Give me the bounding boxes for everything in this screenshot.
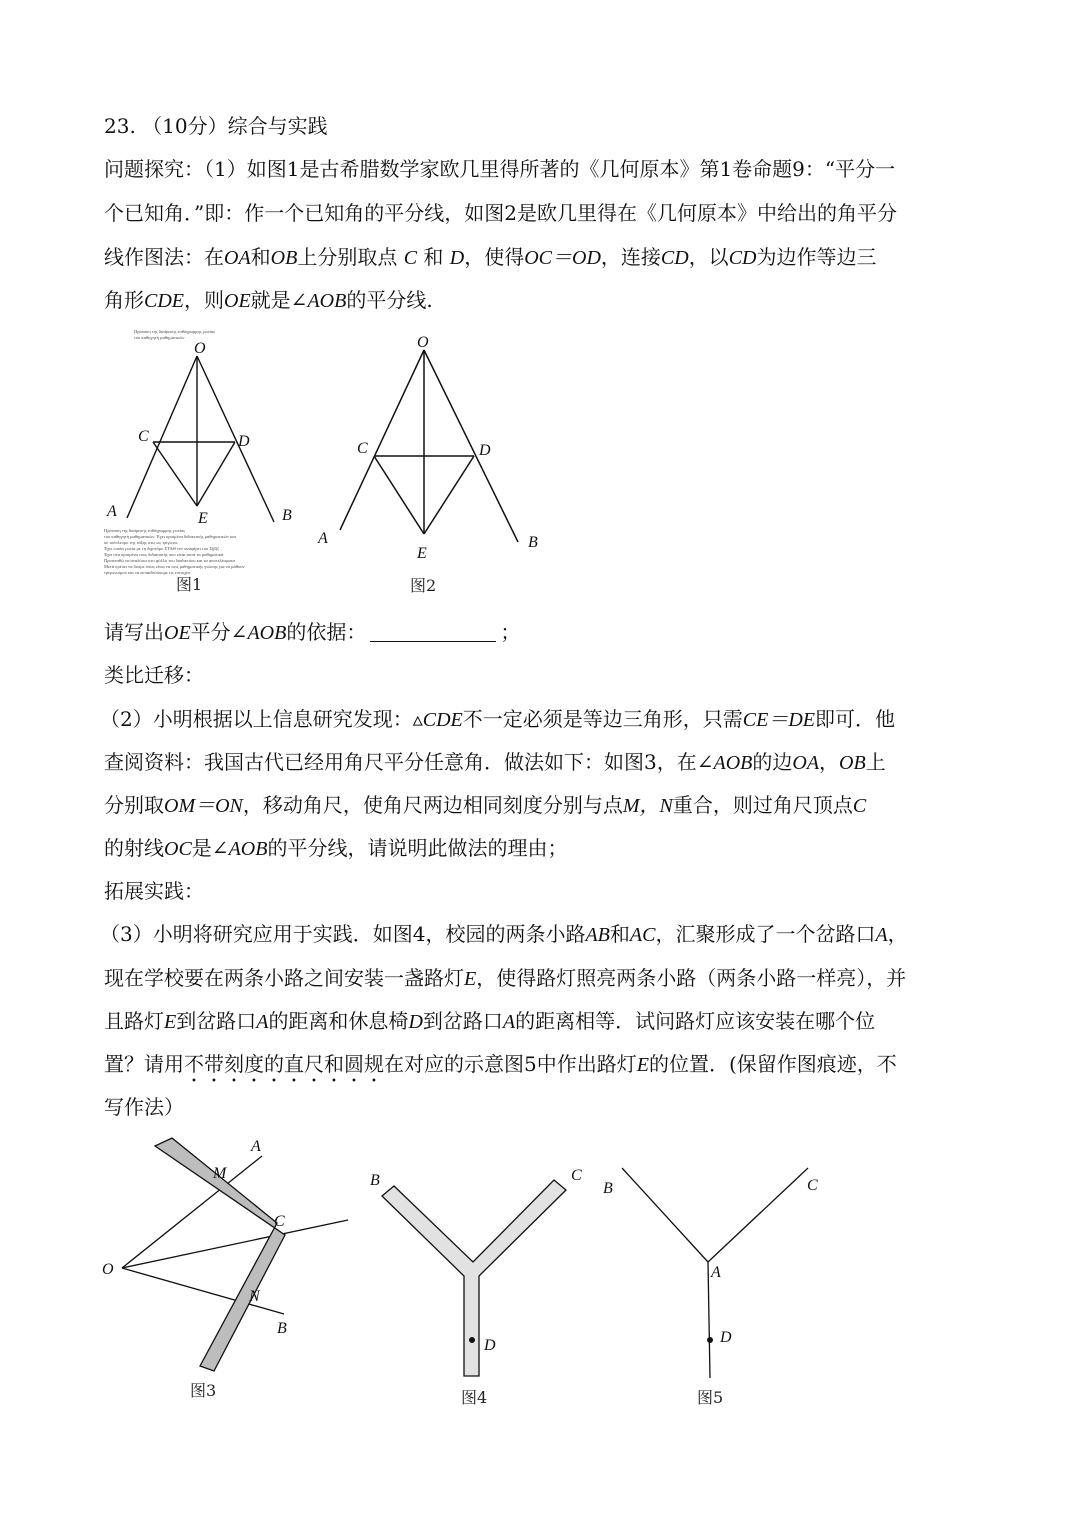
fig5-label-b: B (603, 1180, 613, 1197)
fig1-greek-bottom-6: Προσπαθώ να αναλύσω στο φύλλο του διαδικτύου και τα αποτελέσματα (104, 558, 235, 563)
fig1-label-d: D (238, 433, 250, 450)
fig4-caption: 图4 (461, 1388, 488, 1407)
fig1-caption: 图1 (176, 575, 203, 594)
p3-line4: 置？请用不带刻度的直尺和圆规在对应的示意图5中作出路灯E的位置．(保留作图痕迹，不 (104, 1052, 897, 1076)
fig4-point-d (469, 1337, 475, 1343)
fig4-road-shape (382, 1180, 566, 1376)
fig1-label-b: B (282, 507, 292, 524)
fig2-caption: 图2 (410, 576, 437, 595)
fig3-label-a: A (251, 1138, 261, 1155)
fig3-label-n: N (249, 1288, 260, 1305)
fig1-greek-bottom-5: Έχει στα ορισμένα τους διδακτικής που είναι αυτά τα μαθηματικά (104, 552, 224, 557)
fig1-segment-ce (153, 442, 197, 506)
fig1-ray-ob (197, 356, 274, 522)
fig3-label-o: O (102, 1261, 114, 1278)
fig1-label-c: C (138, 428, 149, 445)
fig2-ray-oa (340, 350, 424, 530)
fig1-greek-bottom-1: Πρόταση της διαίρεσης ευθύγραμμης γωνίας (104, 528, 186, 533)
fig3-label-b: B (277, 1320, 287, 1337)
p1-line3: 线作图法：在OA和OB上分别取点 C 和 D，使得OC＝OD，连接CD，以CD为边作等边三 (104, 245, 877, 269)
fig2-label-b: B (528, 534, 538, 551)
extend-title: 拓展实践： (104, 879, 204, 903)
fig4-label-b: B (370, 1172, 380, 1189)
fig2-label-o: O (417, 334, 429, 351)
fig3-label-c: C (274, 1213, 285, 1230)
p2-line4: 的射线OC是∠AOB的平分线，请说明此做法的理由； (104, 836, 568, 860)
fig5-path-ac (708, 1168, 808, 1262)
fig1-greek-top-1: Πρόταση της διαίρεσης ευθύγραμμης γωνίας (134, 329, 216, 334)
figure-2 (310, 330, 570, 598)
fig1-label-a: A (107, 503, 117, 520)
p2-line3: 分别取OM＝ON，移动角尺，使角尺两边相同刻度分别与点M，N重合，则过角尺顶点C (104, 793, 867, 817)
fig2-segment-de (424, 456, 474, 534)
fig2-label-d: D (479, 442, 491, 459)
figure-5 (600, 1160, 840, 1410)
p1-line2: 个已知角．”即：作一个已知角的平分线，如图2是欧几里得在《几何原本》中给出的角平分 (104, 201, 897, 225)
fig4-label-c: C (571, 1167, 582, 1184)
fig3-ray-oa (122, 1156, 262, 1268)
p3-line2: 现在学校要在两条小路之间安装一盏路灯E，使得路灯照亮两条小路（两条小路一样亮），并 (104, 966, 907, 990)
figure-3 (100, 1130, 360, 1410)
fig1-greek-bottom-2: του καθηγητή μαθηματικών. Έχει ορισμένα διδακτικής μαθηματικών και (104, 534, 236, 539)
fig4-label-d: D (484, 1337, 496, 1354)
fig5-label-d: D (720, 1329, 732, 1346)
fig5-path-ad (708, 1262, 710, 1378)
fig3-ray-oc (122, 1220, 348, 1268)
fig5-label-a: A (711, 1264, 721, 1281)
emphasized-tools: 不带刻度的直尺和圆规 (184, 1052, 384, 1076)
figure-4 (360, 1160, 600, 1410)
fig5-caption: 图5 (697, 1388, 724, 1407)
fig1-label-o: O (194, 340, 206, 357)
fig1-greek-bottom-3: σε ισόπλευρο της τάξης στις ως τρίγωνα. (104, 540, 178, 545)
q1-line: 请写出OE平分∠AOB的依据： ； (104, 620, 521, 644)
p1-line1: 问题探究：（1）如图1是古希腊数学家欧几里得所著的《几何原本》第1卷命题9：“平分一 (104, 157, 896, 181)
p3-line3: 且路灯E到岔路口A的距离和休息椅D到岔路口A的距离相等．试问路灯应该安装在哪个位 (104, 1009, 876, 1033)
fig1-segment-de (197, 442, 235, 506)
fig2-segment-ce (374, 456, 424, 534)
p1-line4: 角形CDE，则OE就是∠AOB的平分线. (104, 288, 433, 312)
fig2-label-a: A (318, 530, 328, 547)
fig2-label-c: C (357, 440, 368, 457)
p2-line1: （2）小明根据以上信息研究发现：▵CDE不一定必须是等边三角形，只需CE＝DE即可．他 (100, 707, 895, 731)
fig5-label-c: C (807, 1177, 818, 1194)
fig2-label-e: E (417, 545, 427, 562)
p3-line5: 写作法） (104, 1095, 184, 1119)
problem-header: 23. （10分）综合与实践 (104, 114, 328, 138)
fig1-greek-bottom-7: Μετά πρέπει να δούμε όπως είναι να πεις μαθηματικής γνώσης για να μάθουν (104, 564, 245, 569)
fig5-point-d (707, 1337, 713, 1343)
fig1-greek-bottom-8: τριγωνισμού και να εκπαιδεύσουμε τις επιτυχία (104, 570, 190, 575)
fig1-greek-bottom-4: Έχει οποία γωνία με τη διχοτόμο ΣΤΑΘ τον αναφέρει του Σ(β)ζ (104, 546, 220, 551)
fig3-caption: 图3 (190, 1381, 217, 1400)
figure-1 (104, 326, 314, 598)
p3-line1: （3）小明将研究应用于实践．如图4，校园的两条小路AB和AC，汇聚形成了一个岔路口A， (100, 922, 908, 946)
p2-line2: 查阅资料：我国古代已经用角尺平分任意角．做法如下：如图3，在∠AOB的边OA，OB上 (104, 750, 886, 774)
fig1-greek-top-2: του καθηγητή μαθηματικών (134, 335, 185, 340)
analogy-title: 类比迁移： (104, 663, 204, 687)
fig1-label-e: E (198, 510, 208, 527)
answer-blank[interactable] (370, 621, 496, 642)
fig3-label-m: M (213, 1165, 227, 1182)
fig5-path-ab (622, 1168, 708, 1262)
